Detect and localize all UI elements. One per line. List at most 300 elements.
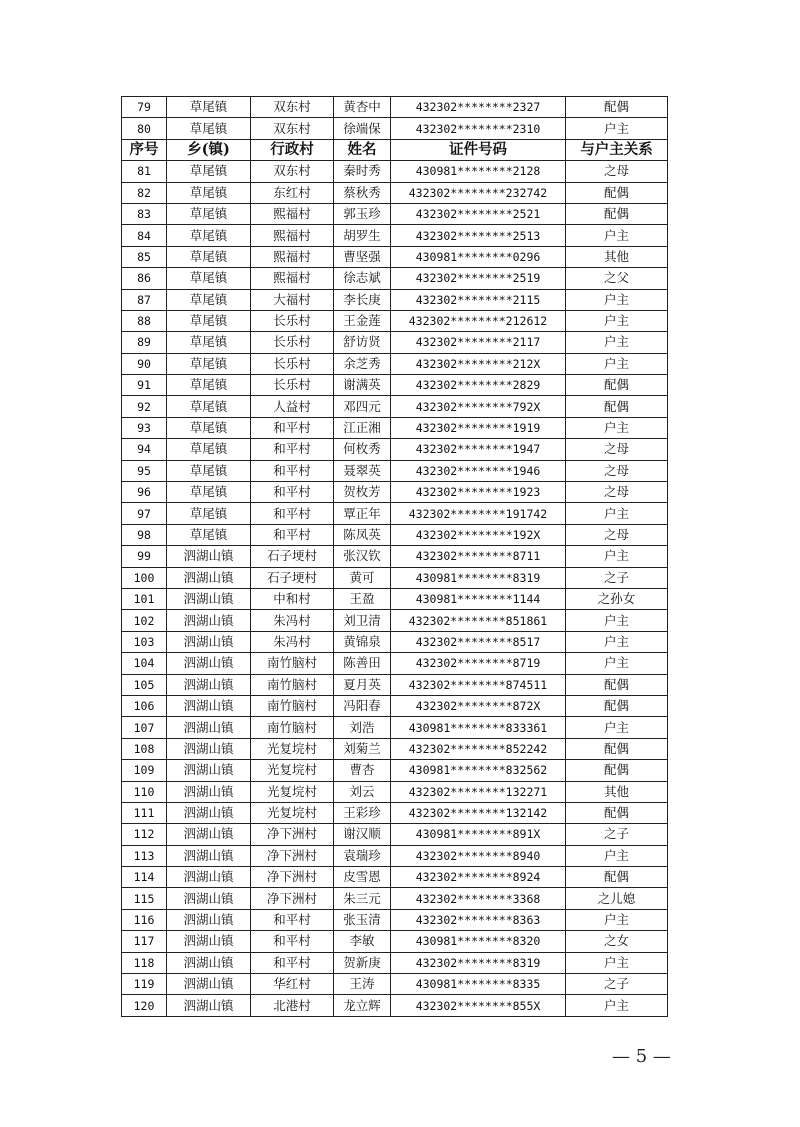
cell-village: 南竹脑村 [251, 717, 334, 738]
cell-town: 泗湖山镇 [167, 931, 251, 952]
cell-village: 光复垸村 [251, 781, 334, 802]
table-row [122, 375, 668, 396]
table-row [122, 417, 668, 438]
table-row [122, 289, 668, 310]
cell-name: 何枚秀 [334, 439, 391, 460]
cell-row-number: 85 [122, 246, 167, 267]
cell-village: 南竹脑村 [251, 674, 334, 695]
cell-id-number: 430981********1144 [391, 588, 566, 609]
cell-id-number: 432302********2327 [391, 97, 566, 118]
cell-relation: 户主 [566, 118, 668, 139]
cell-id-number: 432302********2513 [391, 225, 566, 246]
cell-row-number: 113 [122, 845, 167, 866]
cell-row-number: 100 [122, 567, 167, 588]
cell-row-number: 84 [122, 225, 167, 246]
cell-town: 泗湖山镇 [167, 995, 251, 1016]
cell-id-number: 432302********855X [391, 995, 566, 1016]
cell-relation: 户主 [566, 332, 668, 353]
cell-name: 张汉钦 [334, 546, 391, 567]
cell-village: 北港村 [251, 995, 334, 1016]
cell-name: 刘卫清 [334, 610, 391, 631]
cell-relation: 户主 [566, 353, 668, 374]
cell-name: 刘菊兰 [334, 738, 391, 759]
cell-town: 草尾镇 [167, 225, 251, 246]
table-row [122, 931, 668, 952]
cell-town: 泗湖山镇 [167, 888, 251, 909]
cell-id-number: 432302********8940 [391, 845, 566, 866]
cell-name: 刘浩 [334, 717, 391, 738]
cell-town: 泗湖山镇 [167, 588, 251, 609]
cell-relation: 户主 [566, 225, 668, 246]
cell-relation: 配偶 [566, 674, 668, 695]
cell-row-number: 82 [122, 182, 167, 203]
cell-name: 曹坚强 [334, 246, 391, 267]
cell-row-number: 107 [122, 717, 167, 738]
header-cell-village: 行政村 [251, 139, 334, 160]
cell-town: 草尾镇 [167, 439, 251, 460]
cell-town: 泗湖山镇 [167, 781, 251, 802]
cell-relation: 配偶 [566, 695, 668, 716]
cell-town: 草尾镇 [167, 503, 251, 524]
cell-relation: 户主 [566, 717, 668, 738]
cell-village: 和平村 [251, 909, 334, 930]
cell-row-number: 103 [122, 631, 167, 652]
cell-name: 贺枚芳 [334, 482, 391, 503]
cell-name: 朱三元 [334, 888, 391, 909]
household-table [121, 96, 668, 1017]
cell-id-number: 432302********2829 [391, 375, 566, 396]
cell-row-number: 119 [122, 974, 167, 995]
cell-village: 长乐村 [251, 332, 334, 353]
cell-relation: 之母 [566, 482, 668, 503]
cell-row-number: 108 [122, 738, 167, 759]
cell-id-number: 432302********851861 [391, 610, 566, 631]
cell-village: 净下洲村 [251, 888, 334, 909]
cell-name: 胡罗生 [334, 225, 391, 246]
cell-id-number: 432302********8363 [391, 909, 566, 930]
cell-id-number: 432302********2115 [391, 289, 566, 310]
cell-row-number: 93 [122, 417, 167, 438]
cell-town: 泗湖山镇 [167, 695, 251, 716]
cell-village: 华红村 [251, 974, 334, 995]
cell-village: 净下洲村 [251, 845, 334, 866]
cell-row-number: 112 [122, 824, 167, 845]
table-row [122, 439, 668, 460]
cell-name: 陈凤英 [334, 524, 391, 545]
cell-name: 李长庚 [334, 289, 391, 310]
cell-row-number: 91 [122, 375, 167, 396]
cell-name: 曹杏 [334, 760, 391, 781]
cell-relation: 户主 [566, 610, 668, 631]
cell-row-number: 104 [122, 653, 167, 674]
cell-town: 草尾镇 [167, 332, 251, 353]
cell-row-number: 106 [122, 695, 167, 716]
cell-id-number: 432302********8719 [391, 653, 566, 674]
cell-village: 和平村 [251, 931, 334, 952]
table-row [122, 610, 668, 631]
cell-name: 舒访贤 [334, 332, 391, 353]
cell-row-number: 120 [122, 995, 167, 1016]
table-row [122, 845, 668, 866]
cell-name: 黄可 [334, 567, 391, 588]
table-row [122, 97, 668, 118]
header-cell-name: 姓名 [334, 139, 391, 160]
cell-row-number: 80 [122, 118, 167, 139]
cell-relation: 之子 [566, 974, 668, 995]
table-row [122, 631, 668, 652]
cell-id-number: 430981********0296 [391, 246, 566, 267]
cell-relation: 户主 [566, 417, 668, 438]
cell-town: 草尾镇 [167, 310, 251, 331]
cell-name: 聂翠英 [334, 460, 391, 481]
table-row [122, 246, 668, 267]
cell-village: 熙福村 [251, 268, 334, 289]
cell-name: 蔡秋秀 [334, 182, 391, 203]
cell-row-number: 88 [122, 310, 167, 331]
cell-id-number: 430981********832562 [391, 760, 566, 781]
header-cell-relation: 与户主关系 [566, 139, 668, 160]
cell-relation: 之子 [566, 824, 668, 845]
cell-id-number: 432302********872X [391, 695, 566, 716]
cell-id-number: 432302********1923 [391, 482, 566, 503]
cell-village: 熙福村 [251, 225, 334, 246]
cell-village: 南竹脑村 [251, 653, 334, 674]
cell-relation: 户主 [566, 310, 668, 331]
table-row [122, 995, 668, 1016]
cell-relation: 之子 [566, 567, 668, 588]
cell-id-number: 432302********8711 [391, 546, 566, 567]
cell-town: 泗湖山镇 [167, 567, 251, 588]
cell-town: 泗湖山镇 [167, 909, 251, 930]
cell-name: 郭玉珍 [334, 203, 391, 224]
cell-town: 草尾镇 [167, 396, 251, 417]
cell-id-number: 432302********1919 [391, 417, 566, 438]
cell-town: 草尾镇 [167, 460, 251, 481]
cell-relation: 之母 [566, 524, 668, 545]
cell-village: 熙福村 [251, 246, 334, 267]
cell-row-number: 81 [122, 161, 167, 182]
cell-id-number: 432302********132271 [391, 781, 566, 802]
cell-row-number: 110 [122, 781, 167, 802]
cell-town: 草尾镇 [167, 118, 251, 139]
cell-row-number: 90 [122, 353, 167, 374]
cell-row-number: 87 [122, 289, 167, 310]
cell-relation: 之儿媳 [566, 888, 668, 909]
cell-town: 草尾镇 [167, 482, 251, 503]
cell-row-number: 96 [122, 482, 167, 503]
cell-row-number: 102 [122, 610, 167, 631]
cell-name: 覃正年 [334, 503, 391, 524]
cell-row-number: 115 [122, 888, 167, 909]
cell-name: 龙立辉 [334, 995, 391, 1016]
cell-village: 熙福村 [251, 203, 334, 224]
cell-town: 泗湖山镇 [167, 610, 251, 631]
cell-relation: 配偶 [566, 396, 668, 417]
cell-name: 袁瑞珍 [334, 845, 391, 866]
cell-relation: 户主 [566, 909, 668, 930]
cell-id-number: 430981********833361 [391, 717, 566, 738]
table-row [122, 524, 668, 545]
table-row [122, 546, 668, 567]
cell-id-number: 432302********132142 [391, 802, 566, 823]
cell-village: 和平村 [251, 482, 334, 503]
cell-row-number: 101 [122, 588, 167, 609]
table-row [122, 161, 668, 182]
cell-relation: 配偶 [566, 760, 668, 781]
cell-village: 光复垸村 [251, 738, 334, 759]
cell-name: 皮雪恩 [334, 867, 391, 888]
cell-id-number: 430981********891X [391, 824, 566, 845]
table-row [122, 482, 668, 503]
cell-village: 双东村 [251, 97, 334, 118]
cell-relation: 户主 [566, 952, 668, 973]
cell-id-number: 430981********8320 [391, 931, 566, 952]
cell-row-number: 109 [122, 760, 167, 781]
table-row [122, 460, 668, 481]
table-row [122, 203, 668, 224]
table-row [122, 695, 668, 716]
cell-id-number: 430981********2128 [391, 161, 566, 182]
cell-relation: 户主 [566, 995, 668, 1016]
cell-town: 泗湖山镇 [167, 546, 251, 567]
cell-relation: 之女 [566, 931, 668, 952]
table-row [122, 118, 668, 139]
cell-row-number: 79 [122, 97, 167, 118]
table-row [122, 909, 668, 930]
cell-town: 草尾镇 [167, 375, 251, 396]
cell-name: 贺新庚 [334, 952, 391, 973]
cell-name: 江正湘 [334, 417, 391, 438]
table-row [122, 760, 668, 781]
cell-village: 石子埂村 [251, 546, 334, 567]
cell-village: 和平村 [251, 503, 334, 524]
cell-name: 张玉清 [334, 909, 391, 930]
table-row [122, 867, 668, 888]
cell-id-number: 432302********8517 [391, 631, 566, 652]
cell-row-number: 116 [122, 909, 167, 930]
header-cell-row-number: 序号 [122, 139, 167, 160]
table-row [122, 781, 668, 802]
cell-village: 净下洲村 [251, 867, 334, 888]
cell-row-number: 95 [122, 460, 167, 481]
cell-name: 陈善田 [334, 653, 391, 674]
cell-town: 泗湖山镇 [167, 802, 251, 823]
table-row [122, 974, 668, 995]
cell-relation: 户主 [566, 631, 668, 652]
cell-id-number: 432302********2310 [391, 118, 566, 139]
cell-town: 泗湖山镇 [167, 760, 251, 781]
cell-row-number: 117 [122, 931, 167, 952]
page-number: — 5 — [612, 1046, 671, 1067]
cell-name: 秦时秀 [334, 161, 391, 182]
cell-town: 草尾镇 [167, 524, 251, 545]
cell-town: 草尾镇 [167, 417, 251, 438]
cell-name: 王涛 [334, 974, 391, 995]
cell-row-number: 118 [122, 952, 167, 973]
cell-row-number: 105 [122, 674, 167, 695]
cell-relation: 户主 [566, 546, 668, 567]
table-header-row [122, 139, 668, 160]
table-row [122, 310, 668, 331]
cell-town: 草尾镇 [167, 353, 251, 374]
cell-relation: 之母 [566, 161, 668, 182]
table-row [122, 396, 668, 417]
table-row [122, 182, 668, 203]
cell-town: 泗湖山镇 [167, 867, 251, 888]
cell-town: 草尾镇 [167, 203, 251, 224]
cell-row-number: 86 [122, 268, 167, 289]
cell-town: 泗湖山镇 [167, 738, 251, 759]
cell-town: 泗湖山镇 [167, 824, 251, 845]
table-row [122, 952, 668, 973]
cell-village: 净下洲村 [251, 824, 334, 845]
cell-village: 朱冯村 [251, 631, 334, 652]
cell-village: 和平村 [251, 460, 334, 481]
cell-village: 光复垸村 [251, 802, 334, 823]
cell-id-number: 432302********191742 [391, 503, 566, 524]
cell-id-number: 432302********1947 [391, 439, 566, 460]
cell-village: 石子埂村 [251, 567, 334, 588]
cell-row-number: 94 [122, 439, 167, 460]
cell-name: 李敏 [334, 931, 391, 952]
cell-row-number: 89 [122, 332, 167, 353]
cell-row-number: 111 [122, 802, 167, 823]
cell-name: 谢汉顺 [334, 824, 391, 845]
table-row [122, 225, 668, 246]
cell-village: 人益村 [251, 396, 334, 417]
cell-relation: 配偶 [566, 867, 668, 888]
table-row [122, 503, 668, 524]
cell-id-number: 432302********192X [391, 524, 566, 545]
cell-row-number: 99 [122, 546, 167, 567]
cell-relation: 之父 [566, 268, 668, 289]
cell-town: 草尾镇 [167, 268, 251, 289]
table-row [122, 567, 668, 588]
cell-name: 黄锦泉 [334, 631, 391, 652]
cell-relation: 配偶 [566, 182, 668, 203]
cell-village: 和平村 [251, 417, 334, 438]
cell-village: 朱冯村 [251, 610, 334, 631]
table-body [122, 97, 668, 1017]
cell-relation: 户主 [566, 289, 668, 310]
cell-town: 泗湖山镇 [167, 974, 251, 995]
cell-village: 大福村 [251, 289, 334, 310]
cell-row-number: 83 [122, 203, 167, 224]
cell-id-number: 432302********874511 [391, 674, 566, 695]
cell-relation: 配偶 [566, 97, 668, 118]
cell-village: 和平村 [251, 952, 334, 973]
table-row [122, 888, 668, 909]
cell-id-number: 432302********8319 [391, 952, 566, 973]
cell-id-number: 432302********1946 [391, 460, 566, 481]
cell-name: 王盈 [334, 588, 391, 609]
cell-name: 徐志斌 [334, 268, 391, 289]
cell-id-number: 430981********8335 [391, 974, 566, 995]
cell-village: 光复垸村 [251, 760, 334, 781]
cell-village: 长乐村 [251, 375, 334, 396]
cell-id-number: 432302********2519 [391, 268, 566, 289]
table-row [122, 653, 668, 674]
cell-village: 长乐村 [251, 353, 334, 374]
cell-id-number: 432302********2117 [391, 332, 566, 353]
cell-town: 草尾镇 [167, 246, 251, 267]
cell-row-number: 98 [122, 524, 167, 545]
table-row [122, 802, 668, 823]
cell-town: 泗湖山镇 [167, 717, 251, 738]
cell-town: 泗湖山镇 [167, 674, 251, 695]
cell-name: 黄杏中 [334, 97, 391, 118]
cell-town: 草尾镇 [167, 182, 251, 203]
cell-name: 余芝秀 [334, 353, 391, 374]
cell-id-number: 432302********212X [391, 353, 566, 374]
cell-name: 刘云 [334, 781, 391, 802]
header-cell-id-number: 证件号码 [391, 139, 566, 160]
table-row [122, 717, 668, 738]
cell-name: 谢满英 [334, 375, 391, 396]
cell-village: 和平村 [251, 524, 334, 545]
table-row [122, 588, 668, 609]
cell-town: 泗湖山镇 [167, 653, 251, 674]
cell-name: 王金莲 [334, 310, 391, 331]
cell-id-number: 432302********232742 [391, 182, 566, 203]
cell-town: 泗湖山镇 [167, 631, 251, 652]
cell-relation: 配偶 [566, 738, 668, 759]
table-row [122, 353, 668, 374]
cell-relation: 之孙女 [566, 588, 668, 609]
cell-relation: 户主 [566, 653, 668, 674]
cell-village: 双东村 [251, 118, 334, 139]
cell-id-number: 432302********792X [391, 396, 566, 417]
cell-id-number: 432302********3368 [391, 888, 566, 909]
cell-id-number: 432302********2521 [391, 203, 566, 224]
cell-village: 长乐村 [251, 310, 334, 331]
cell-id-number: 432302********852242 [391, 738, 566, 759]
cell-relation: 其他 [566, 246, 668, 267]
cell-row-number: 114 [122, 867, 167, 888]
cell-id-number: 432302********212612 [391, 310, 566, 331]
cell-village: 中和村 [251, 588, 334, 609]
table-row [122, 738, 668, 759]
cell-row-number: 97 [122, 503, 167, 524]
cell-name: 王彩珍 [334, 802, 391, 823]
table-row [122, 824, 668, 845]
cell-name: 邓四元 [334, 396, 391, 417]
cell-name: 冯阳春 [334, 695, 391, 716]
cell-relation: 配偶 [566, 203, 668, 224]
cell-town: 草尾镇 [167, 97, 251, 118]
cell-town: 泗湖山镇 [167, 845, 251, 866]
cell-town: 泗湖山镇 [167, 952, 251, 973]
header-cell-town: 乡(镇) [167, 139, 251, 160]
table-row [122, 268, 668, 289]
cell-village: 和平村 [251, 439, 334, 460]
table-row [122, 674, 668, 695]
cell-id-number: 432302********8924 [391, 867, 566, 888]
cell-relation: 配偶 [566, 802, 668, 823]
cell-relation: 配偶 [566, 375, 668, 396]
cell-village: 东红村 [251, 182, 334, 203]
cell-name: 徐端保 [334, 118, 391, 139]
cell-village: 南竹脑村 [251, 695, 334, 716]
cell-id-number: 430981********8319 [391, 567, 566, 588]
cell-relation: 户主 [566, 845, 668, 866]
cell-relation: 之母 [566, 439, 668, 460]
table-row [122, 332, 668, 353]
cell-relation: 户主 [566, 503, 668, 524]
cell-row-number: 92 [122, 396, 167, 417]
cell-town: 草尾镇 [167, 289, 251, 310]
cell-relation: 其他 [566, 781, 668, 802]
